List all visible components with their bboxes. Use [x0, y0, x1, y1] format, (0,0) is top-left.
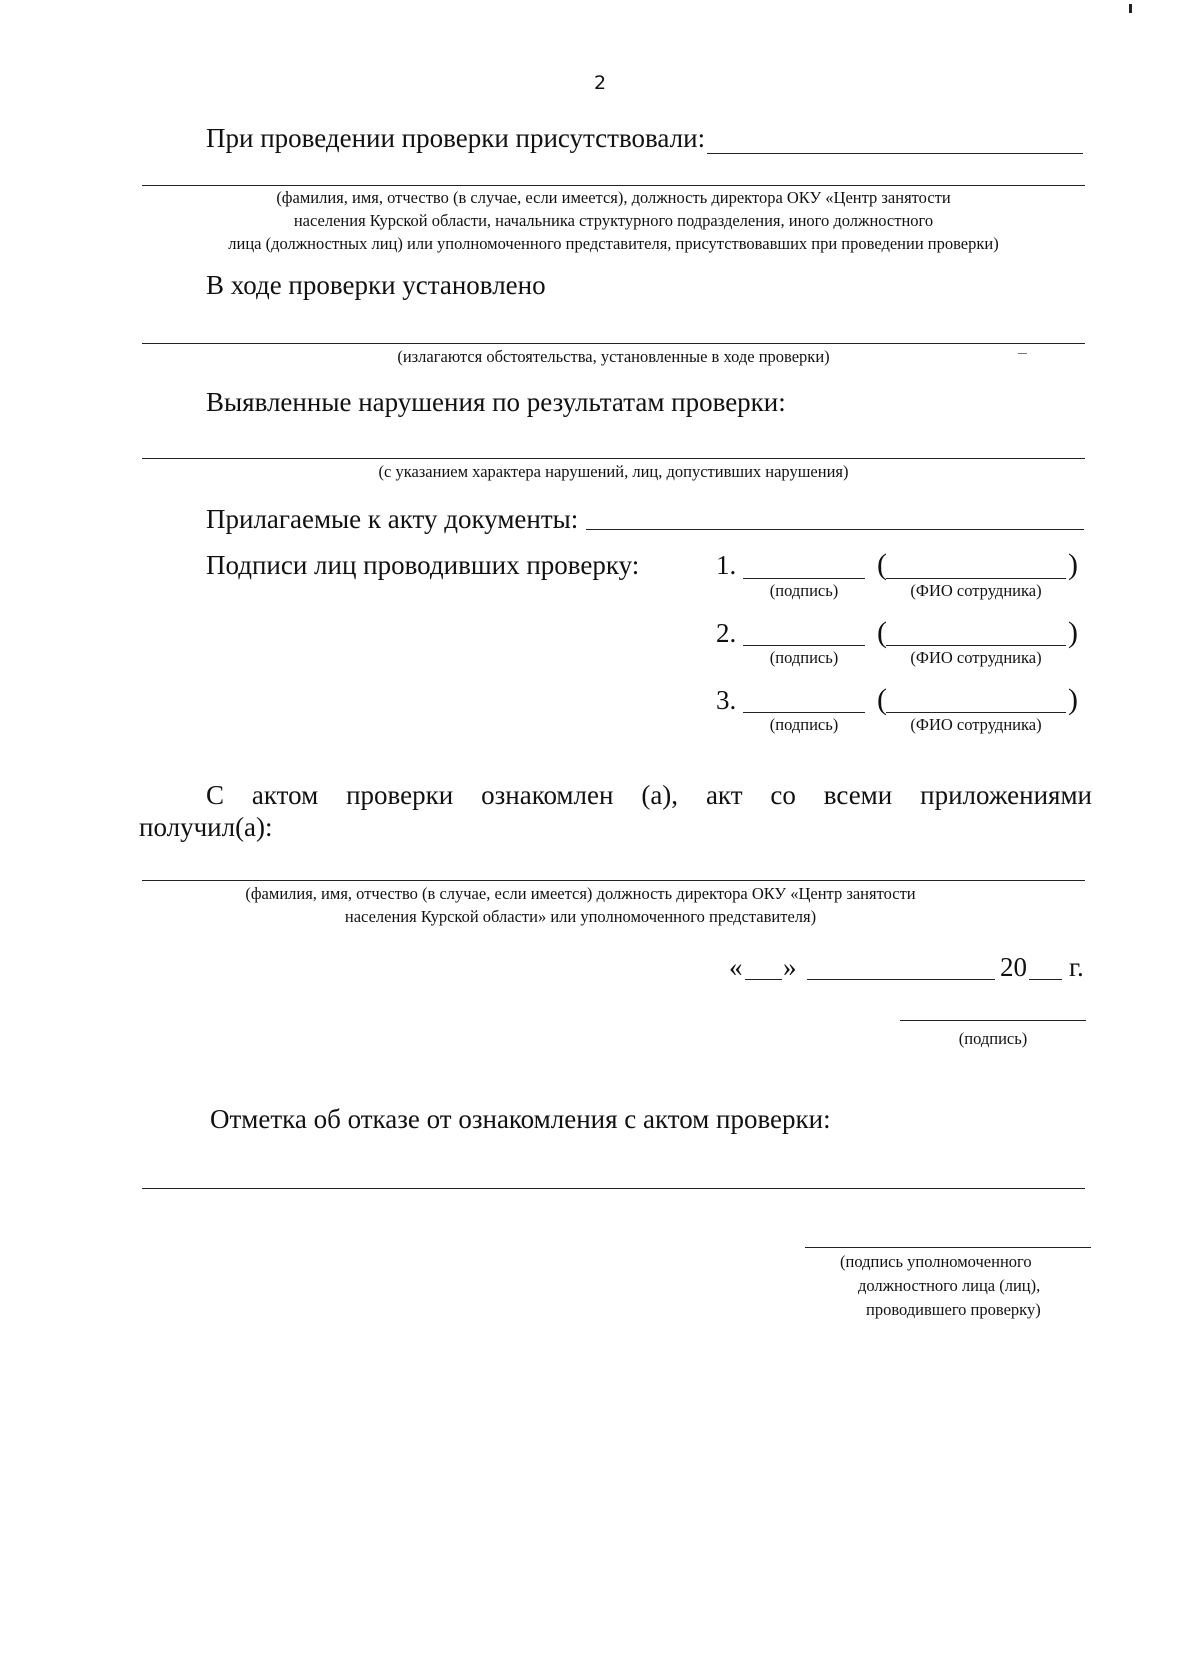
acquainted-line-2: получил(а): — [139, 812, 273, 842]
signature-line — [743, 578, 865, 579]
acquainted-caption-2: населения Курской области» или уполномоченного представителя) — [344, 907, 817, 926]
refusal-caption-3: проводившего проверку) — [866, 1300, 1041, 1319]
refusal-caption-1: (подпись уполномоченного — [840, 1252, 1032, 1271]
acquainted-word: (а), — [641, 780, 679, 810]
present-label: При проведении проверки присутствовали: — [206, 123, 706, 153]
date-year-suffix: г. — [1069, 952, 1084, 982]
sign-caption: (подпись) — [769, 581, 839, 600]
signature-number: 3. — [716, 685, 737, 715]
refusal-caption-2: должностного лица (лиц), — [858, 1276, 1041, 1295]
name-caption: (ФИО сотрудника) — [910, 715, 1042, 734]
present-caption-2: населения Курской области, начальника структурного подразделения, иного должностного — [293, 211, 934, 230]
established-caption: (излагаются обстоятельства, установленные в ходе проверки) — [397, 347, 830, 366]
refusal-label: Отметка об отказе от ознакомления с актом проверки: — [210, 1104, 831, 1134]
established-line — [142, 343, 1085, 344]
name-caption: (ФИО сотрудника) — [910, 581, 1042, 600]
date-close-quote: » — [783, 952, 797, 982]
date-year-line — [1029, 979, 1062, 980]
signature-line — [743, 712, 865, 713]
scan-dash — [1018, 353, 1027, 354]
violations-line — [142, 458, 1085, 459]
name-caption: (ФИО сотрудника) — [910, 648, 1042, 667]
name-line — [886, 645, 1066, 646]
violations-caption: (с указанием характера нарушений, лиц, допустивших нарушения) — [378, 462, 849, 481]
receiver-signature-line — [900, 1020, 1086, 1021]
close-paren: ) — [1068, 616, 1078, 649]
open-paren: ( — [877, 683, 887, 716]
sign-caption: (подпись) — [769, 715, 839, 734]
open-paren: ( — [877, 548, 887, 581]
acquainted-word: С — [206, 780, 225, 810]
acquainted-caption-1: (фамилия, имя, отчество (в случае, если имеется) должность директора ОКУ «Центр занятости — [245, 884, 916, 903]
signature-number: 2. — [716, 618, 737, 648]
established-label: В ходе проверки установлено — [206, 270, 546, 300]
acquainted-line — [142, 880, 1085, 881]
signatures-label: Подписи лиц проводивших проверку: — [206, 550, 640, 580]
date-open-quote: « — [729, 952, 743, 982]
acquainted-word: всеми — [823, 780, 893, 810]
acquainted-word: акт — [705, 780, 743, 810]
acquainted-word: приложениями — [920, 780, 1092, 810]
open-paren: ( — [877, 616, 887, 649]
scan-mark — [1129, 4, 1132, 13]
date-month-line — [807, 979, 995, 980]
close-paren: ) — [1068, 548, 1078, 581]
signature-line — [743, 645, 865, 646]
signature-number: 1. — [716, 550, 737, 580]
name-line — [886, 712, 1066, 713]
present-full-line — [142, 185, 1085, 186]
acquainted-word: проверки — [346, 780, 454, 810]
page-number: 2 — [593, 72, 607, 94]
acquainted-word: актом — [251, 780, 319, 810]
acquainted-word: ознакомлен — [481, 780, 614, 810]
present-caption-1: (фамилия, имя, отчество (в случае, если имеется), должность директора ОКУ «Центр занятости — [276, 188, 951, 207]
present-fill-line — [707, 153, 1083, 154]
name-line — [886, 578, 1066, 579]
attached-line — [586, 529, 1084, 530]
acquainted-word: со — [770, 780, 796, 810]
date-day-line — [745, 979, 782, 980]
refusal-signature-line — [805, 1247, 1091, 1248]
sign-caption: (подпись) — [769, 648, 839, 667]
receiver-signature-caption: (подпись) — [958, 1029, 1028, 1048]
present-caption-3: лица (должностных лиц) или уполномоченного представителя, присутствовавших при проведении проверки) — [228, 234, 999, 253]
refusal-line — [142, 1188, 1085, 1189]
attached-label: Прилагаемые к акту документы: — [206, 504, 579, 534]
close-paren: ) — [1068, 683, 1078, 716]
date-year-prefix: 20 — [1000, 952, 1027, 982]
acquainted-line-1 — [206, 779, 1092, 811]
violations-label: Выявленные нарушения по результатам проверки: — [206, 387, 786, 417]
